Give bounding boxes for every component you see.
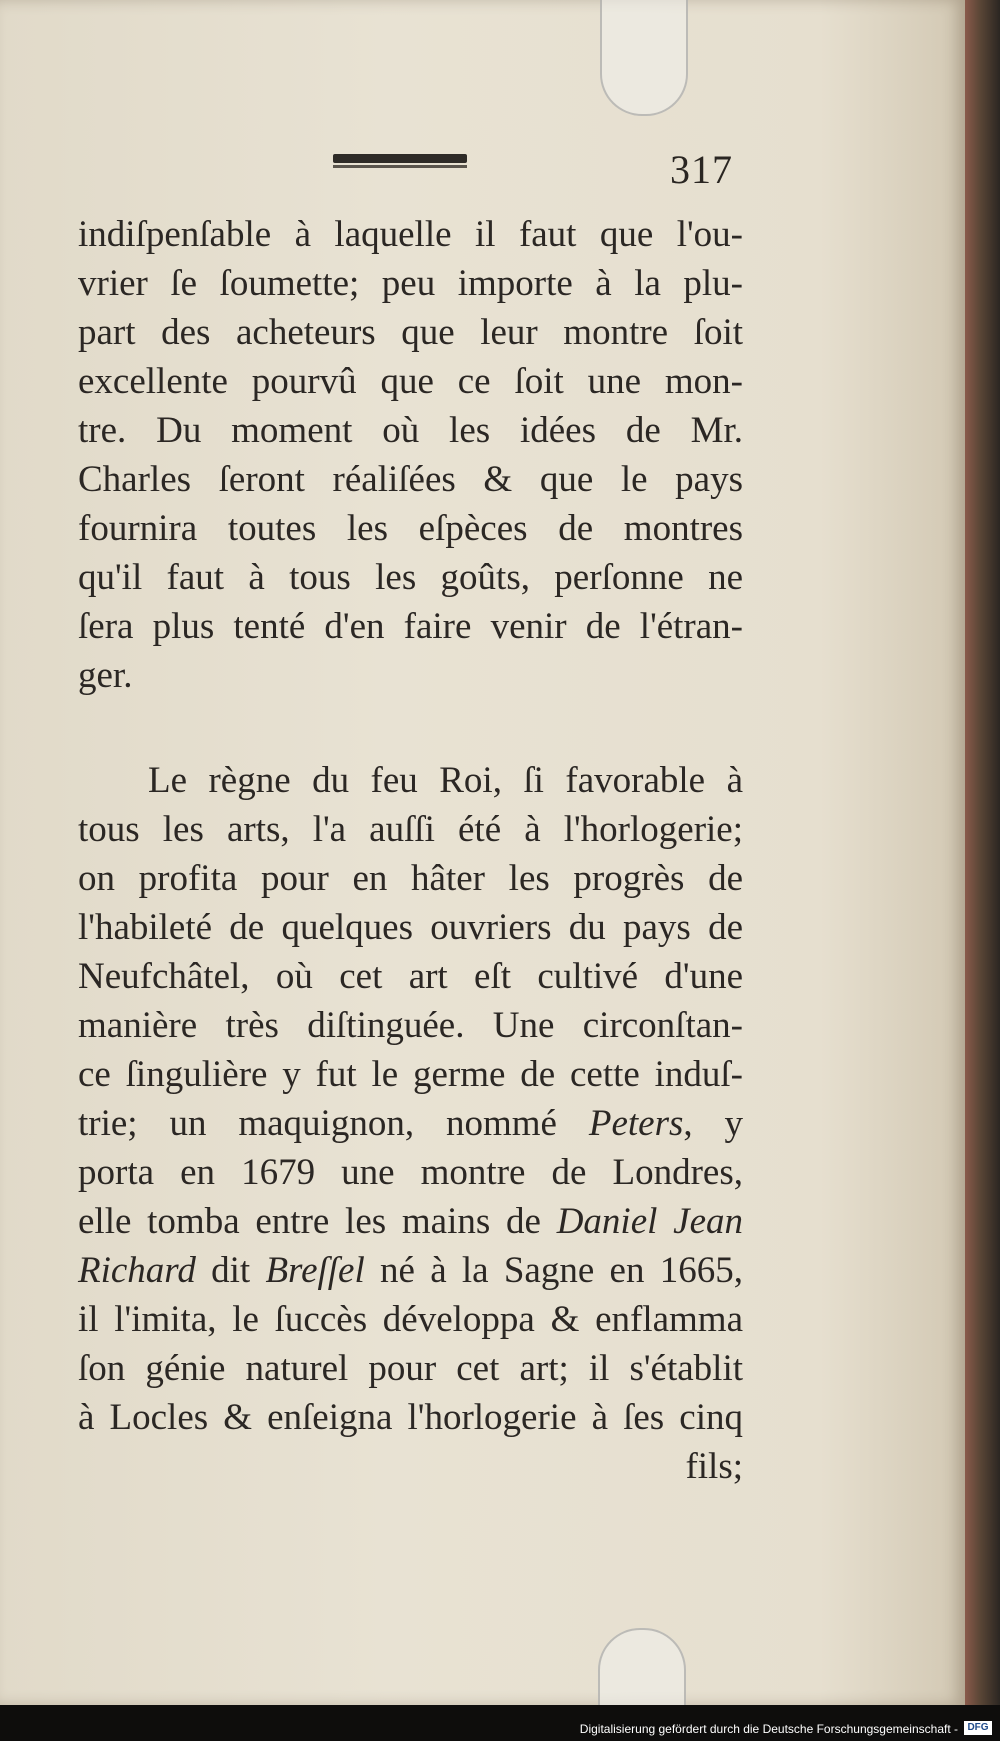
text-line: tre. Du moment où les idées de Mr. — [78, 410, 743, 451]
text-line: à Locles & enſeigna l'horlogerie à ſes cinq — [78, 1397, 743, 1438]
footer-credit: Digitalisierung gefördert durch die Deutsche Forschungsgemeinschaft - — [579, 1722, 958, 1736]
text-line: part des acheteurs que leur montre ſoit — [78, 312, 743, 353]
text-line: ſon génie naturel pour cet art; il s'établit — [78, 1348, 743, 1389]
text-line: on profita pour en hâter les progrès de — [78, 858, 743, 899]
paragraph-1 — [78, 210, 743, 700]
person-name: Breſſel — [265, 1250, 365, 1291]
header-ornament-rule — [333, 154, 467, 163]
text-line: excellente pourvû que ce ſoit une mon- — [78, 361, 743, 402]
text-line — [78, 1099, 743, 1148]
text-line: Le règne du feu Roi, ſi favorable à — [148, 760, 743, 801]
text-line: qu'il faut à tous les goûts, perſonne ne — [78, 557, 743, 598]
text-run: elle tomba entre les mains de — [78, 1201, 557, 1242]
page-number: 317 — [670, 147, 733, 192]
catchword: fils; — [685, 1446, 743, 1487]
text-line: il l'imita, le ſuccès développa & enflamma — [78, 1299, 743, 1340]
text-run: trie; un maquignon, nommé — [78, 1103, 589, 1144]
person-name: Richard — [78, 1250, 196, 1291]
text-line: ger. — [78, 655, 133, 696]
text-run: né à la Sagne en 1665, — [364, 1250, 743, 1291]
dfg-logo-icon: DFG — [964, 1721, 992, 1735]
page-clip-top — [600, 0, 688, 116]
person-name: Daniel Jean — [556, 1201, 743, 1242]
text-line: l'habileté de quelques ouvriers du pays de — [78, 907, 743, 948]
text-line: tous les arts, l'a auſſi été à l'horlogerie; — [78, 809, 743, 850]
text-line — [78, 1246, 743, 1295]
text-line: vrier ſe ſoumette; peu importe à la plu- — [78, 263, 743, 304]
text-line: Charles ſeront réaliſées & que le pays — [78, 459, 743, 500]
person-name: Peters — [588, 1103, 684, 1144]
text-line: ſera plus tenté d'en faire venir de l'étran- — [78, 606, 743, 647]
text-run: dit — [195, 1250, 266, 1291]
text-run: , y — [683, 1103, 744, 1144]
text-line: manière très diſtinguée. Une circonſtan- — [78, 1005, 743, 1046]
text-line: indiſpenſable à laquelle il faut que l'ou- — [78, 214, 743, 255]
text-line: fournira toutes les eſpèces de montres — [78, 508, 743, 549]
text-line: Neufchâtel, où cet art eſt cultivé d'une — [78, 956, 743, 997]
paragraph-gap — [78, 700, 743, 756]
text-line — [78, 1197, 743, 1246]
text-line: ce ſingulière y fut le germe de cette induſ- — [78, 1054, 743, 1095]
paragraph-2 — [78, 756, 743, 1491]
body-text — [78, 210, 743, 1491]
text-line: porta en 1679 une montre de Londres, — [78, 1152, 743, 1193]
